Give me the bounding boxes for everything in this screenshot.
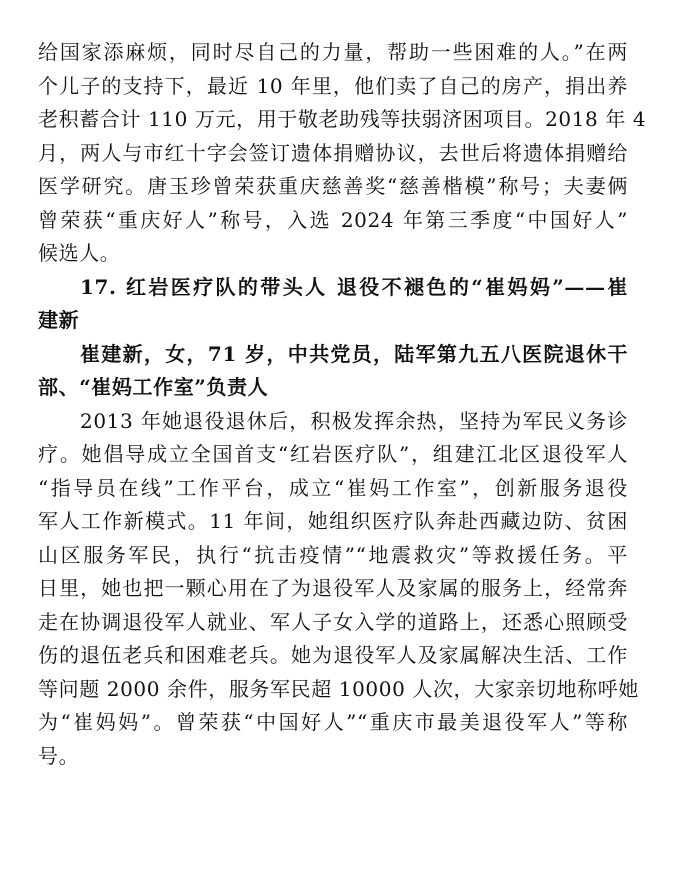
text-line: 等问题 2000 余件，服务军民超 10000 人次，大家亲切地称呼她 — [38, 676, 639, 701]
text-line: 山区服务军民，执行“抗击疫情”“地震救灾”等救援任务。平 — [38, 542, 628, 567]
text-line: 月，两人与市红十字会签订遗体捐赠协议，去世后将遗体捐赠给 — [38, 140, 628, 165]
text-line: 疗。她倡导成立全国首支“红岩医疗队”，组建江北区退役军人 — [38, 442, 628, 466]
text-line: 老积蓄合计 110 万元，用于敬老助残等扶弱济困项目。2018 年 4 — [38, 107, 647, 131]
section-heading-continued: 建新 — [38, 308, 80, 332]
text-line: 候选人。 — [38, 241, 121, 265]
profile-line-continued: 部、“崔妈工作室”负责人 — [38, 375, 269, 399]
text-line: “指导员在线”工作平台，成立“崔妈工作室”，创新服务退役 — [38, 475, 628, 500]
text-line: 给国家添麻烦，同时尽自己的力量，帮助一些困难的人。”在两 — [38, 40, 628, 64]
text-line: 伤的退伍老兵和困难老兵。她为退役军人及家属解决生活、工作 — [38, 643, 628, 667]
text-line: 走在协调退役军人就业、军人子女入学的道路上，还悉心照顾受 — [38, 609, 628, 634]
profile-line: 崔建新，女，71 岁，中共党员，陆军第九五八医院退休干 — [80, 341, 628, 366]
text-line: 号。 — [38, 743, 80, 768]
text-line: 2013 年她退役退休后，积极发挥余热，坚持为军民义务诊 — [80, 408, 628, 433]
text-line: 医学研究。唐玉珍曾荣获重庆慈善奖“慈善楷模”称号；夫妻俩 — [38, 174, 628, 198]
text-line: 军人工作新模式。11 年间，她组织医疗队奔赴西藏边防、贫困 — [38, 509, 628, 533]
text-line: 曾荣获“重庆好人”称号，入选 2024 年第三季度“中国好人” — [38, 207, 628, 232]
document-page — [38, 36, 647, 773]
text-line: 日里，她也把一颗心用在了为退役军人及家属的服务上，经常奔 — [38, 576, 628, 600]
section-heading: 17. 红岩医疗队的带头人 退役不褪色的“崔妈妈”——崔 — [80, 274, 628, 299]
text-line: 个儿子的支持下，最近 10 年里，他们卖了自己的房产，捐出养 — [38, 73, 628, 98]
text-line: 为“崔妈妈”。曾荣获“中国好人”“重庆市最美退役军人”等称 — [38, 710, 628, 734]
